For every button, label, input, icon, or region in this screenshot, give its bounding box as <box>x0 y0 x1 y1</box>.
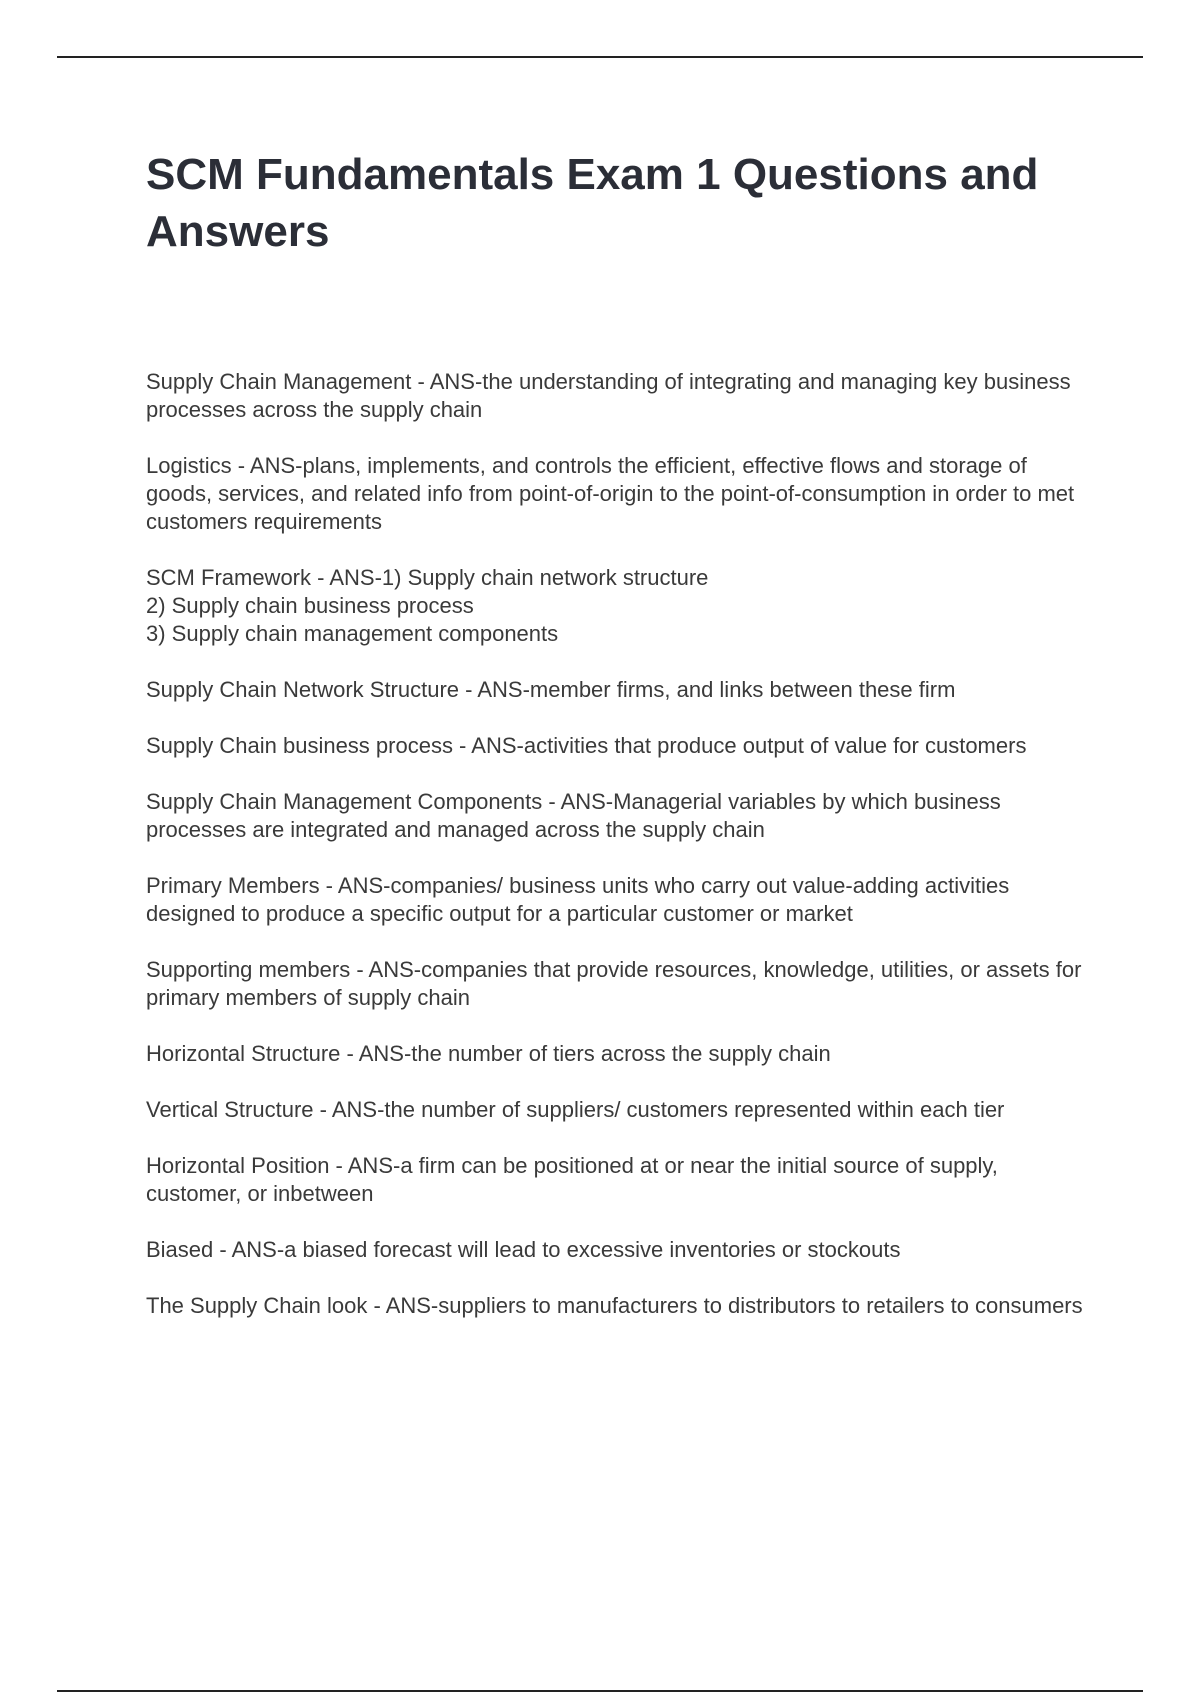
qa-item <box>146 1040 1091 1068</box>
qa-item <box>146 732 1091 760</box>
top-divider <box>57 56 1143 58</box>
qa-text: Horizontal Structure - ANS-the number of tiers across the supply chain <box>146 1041 831 1066</box>
qa-text: Horizontal Position - ANS-a firm can be positioned at or near the initial source of supply, customer, or inbetween <box>146 1153 998 1206</box>
qa-text: The Supply Chain look - ANS-suppliers to manufacturers to distributors to retailers to consumers <box>146 1293 1083 1318</box>
qa-item <box>146 1292 1091 1320</box>
qa-item <box>146 1152 1091 1208</box>
qa-item <box>146 1236 1091 1264</box>
qa-item <box>146 564 1091 648</box>
qa-text: Supply Chain Network Structure - ANS-member firms, and links between these firm <box>146 677 956 702</box>
qa-text: SCM Framework - ANS-1) Supply chain network structure <box>146 565 709 590</box>
qa-item <box>146 872 1091 928</box>
qa-item <box>146 368 1091 424</box>
qa-item <box>146 788 1091 844</box>
qa-text: Biased - ANS-a biased forecast will lead to excessive inventories or stockouts <box>146 1237 901 1262</box>
qa-text: Supply Chain Management Components - ANS-Managerial variables by which business processes are integrated and managed across the supply chain <box>146 789 1001 842</box>
qa-text: Vertical Structure - ANS-the number of suppliers/ customers represented within each tier <box>146 1097 1005 1122</box>
bottom-divider <box>57 1690 1143 1692</box>
qa-text: 2) Supply chain business process <box>146 593 474 618</box>
qa-text: Supporting members - ANS-companies that provide resources, knowledge, utilities, or assets for primary members of supply chain <box>146 957 1082 1010</box>
qa-list <box>146 368 1091 1348</box>
page-title: SCM Fundamentals Exam 1 Questions and Answers <box>146 150 1039 256</box>
qa-item <box>146 1096 1091 1124</box>
qa-text: Primary Members - ANS-companies/ business units who carry out value-adding activities designed to produce a specific output for a particular customer or market <box>146 873 1010 926</box>
qa-item <box>146 676 1091 704</box>
qa-text: 3) Supply chain management components <box>146 621 559 646</box>
qa-text: Supply Chain business process - ANS-activities that produce output of value for customers <box>146 733 1027 758</box>
qa-item <box>146 956 1091 1012</box>
qa-item <box>146 452 1091 536</box>
qa-text: Logistics - ANS-plans, implements, and controls the efficient, effective flows and storage of goods, services, and related info from point-of-origin to the point-of-consumption in order to met customers requirements <box>146 453 1075 534</box>
qa-text: Supply Chain Management - ANS-the understanding of integrating and managing key business processes across the supply chain <box>146 369 1071 422</box>
